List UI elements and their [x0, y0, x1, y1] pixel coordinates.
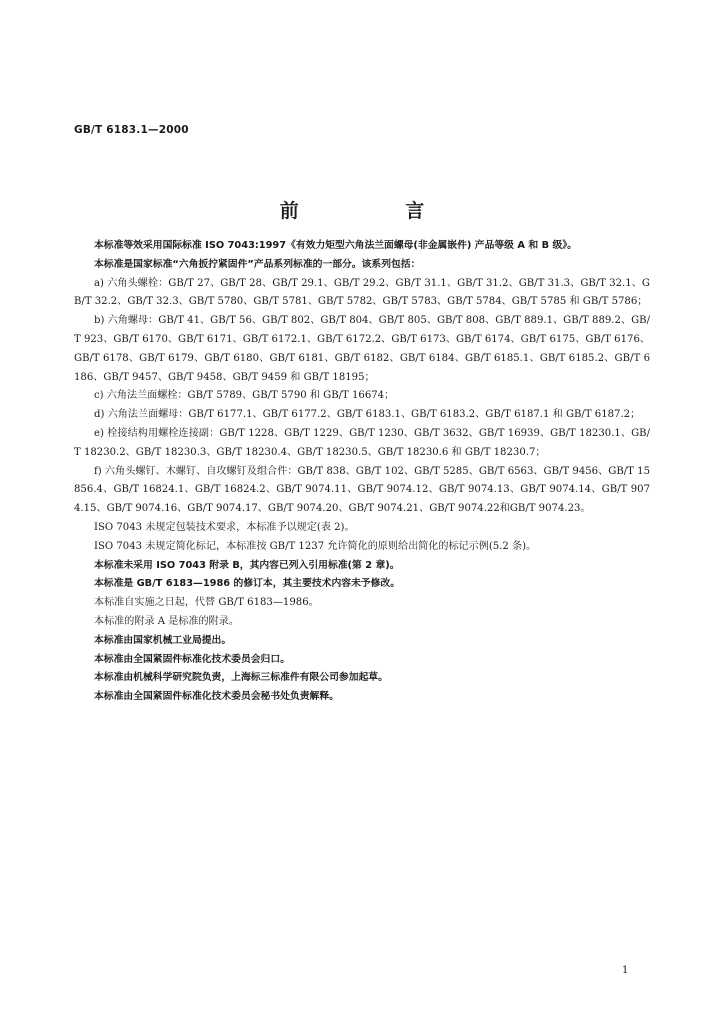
paragraph-adoption: 本标准等效采用国际标准 ISO 7043:1997《有效力矩型六角法兰面螺母(非金属嵌件) 产品等级 A 和 B 级》。	[94, 240, 577, 251]
paragraph-drafted-by: 本标准由机械科学研究院负责，上海标三标准件有限公司参加起草。	[94, 672, 388, 684]
page-title: 前 言	[279, 200, 475, 222]
paragraph-annex-b: 本标准未采用 ISO 7043 附录 B，其内容已列入引用标准(第 2 章)。	[94, 559, 400, 571]
list-item-hex-nuts: b) 六角螺母：GB/T 41、GB/T 56、GB/T 802、GB/T 804、GB/T 805、GB/T 808、GB/T 889.1、GB/T 889.2、GB/T 923、GB/T 6170、GB/T 6171、GB/T 6172.1、GB/T 6172.2、GB/T 6173、GB/T 6174、GB/T 6175、GB/T 6176、GB/T 6178、GB/T 6179、GB/T 6180、GB/T 6181、GB/T 6182、GB/T 6184、GB/T 6185.1、GB/T 6185.2、GB/T 6186、GB/T 9457、GB/T 9458、GB/T 9459 和 GB/T 18195；	[74, 315, 650, 383]
list-item-screws: f) 六角头螺钉、木螺钉、自攻螺钉及组合件：GB/T 838、GB/T 102、GB/T 5285、GB/T 6563、GB/T 9456、GB/T 15856.4、GB/T 16824.1、GB/T 16824.2、GB/T 9074.11、GB/T 9074.12、GB/T 9074.13、GB/T 9074.14、GB/T 9074.15、GB/T 9074.16、GB/T 9074.17、GB/T 9074.20、GB/T 9074.21、GB/T 9074.22和GB/T 9074.23。	[74, 465, 650, 515]
paragraph-marking: ISO 7043 未规定简化标记，本标准按 GB/T 1237 允许简化的原则给出简化的标记示例(5.2 条)。	[94, 540, 537, 552]
list-item-hex-bolts: a) 六角头螺栓：GB/T 27、GB/T 28、GB/T 29.1、GB/T 29.2、GB/T 31.1、GB/T 31.2、GB/T 31.3、GB/T 32.1、GB/T 32.2、GB/T 32.3、GB/T 5780、GB/T 5781、GB/T 5782、GB/T 5783、GB/T 5784、GB/T 5785 和 GB/T 5786；	[74, 277, 650, 308]
paragraph-annex-a: 本标准的附录 A 是标准的附录。	[94, 615, 239, 627]
document-id: GB/T 6183.1—2000	[74, 124, 189, 136]
paragraph-series-intro: 本标准是国家标准“六角扳拧紧固件”产品系列标准的一部分。该系列包括：	[94, 258, 421, 270]
paragraph-supersedes: 本标准自实施之日起，代替 GB/T 6183—1986。	[94, 597, 319, 609]
paragraph-revision: 本标准是 GB/T 6183—1986 的修订本，其主要技术内容未予修改。	[94, 578, 401, 590]
list-item-flange-bolts: c) 六角法兰面螺栓：GB/T 5789、GB/T 5790 和 GB/T 16674；	[94, 390, 395, 402]
list-item-flange-nuts: d) 六角法兰面螺母：GB/T 6177.1、GB/T 6177.2、GB/T 6183.1、GB/T 6183.2、GB/T 6187.1 和 GB/T 6187.2；	[94, 409, 641, 421]
page-number: 1	[622, 965, 629, 976]
foreword-body	[74, 237, 650, 707]
list-item-structural-bolting: e) 栓接结构用螺栓连接副：GB/T 1228、GB/T 1229、GB/T 1230、GB/T 3632、GB/T 16939、GB/T 18230.1、GB/T 18230.2、GB/T 18230.3、GB/T 18230.4、GB/T 18230.5、GB/T 18230.6 和 GB/T 18230.7；	[74, 427, 650, 458]
paragraph-packaging: ISO 7043 未规定包装技术要求，本标准予以规定(表 2)。	[94, 521, 355, 533]
paragraph-proposed-by: 本标准由国家机械工业局提出。	[94, 634, 232, 646]
paragraph-centralized-by: 本标准由全国紧固件标准化技术委员会归口。	[94, 653, 290, 665]
paragraph-interpreted-by: 本标准由全国紧固件标准化技术委员会秘书处负责解释。	[94, 691, 339, 703]
